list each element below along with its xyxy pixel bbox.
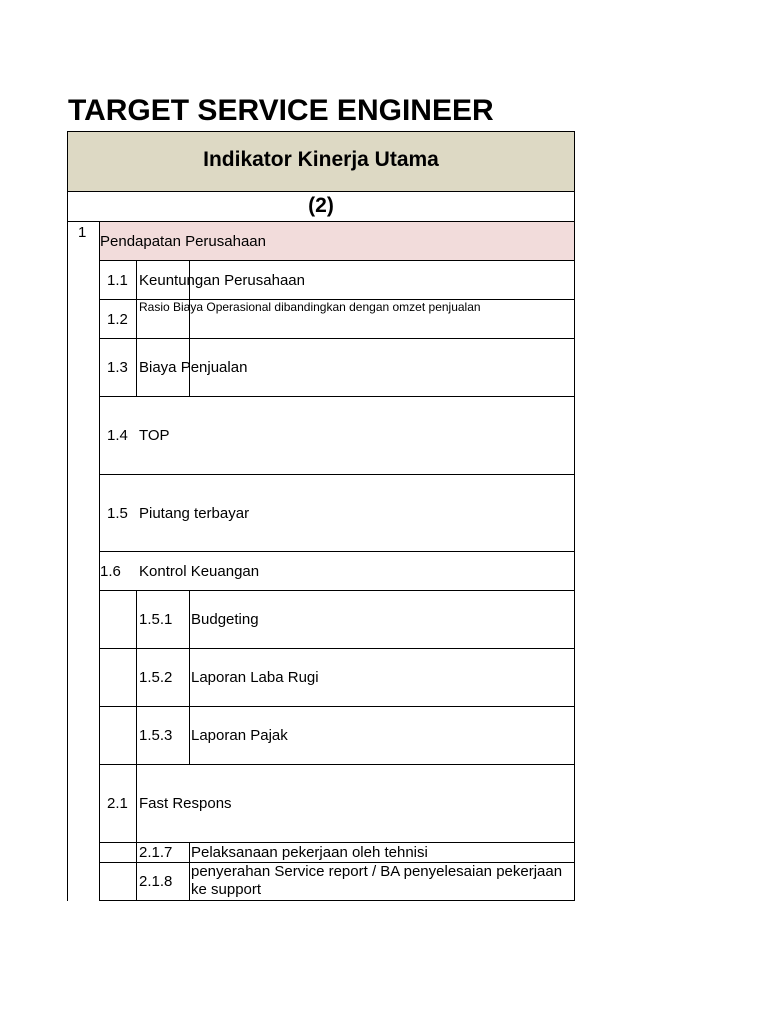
table-subheader-text: (2): [308, 194, 334, 217]
row-number: 1.5.2: [139, 669, 173, 686]
row-number: 1.1: [107, 272, 128, 289]
row-label[interactable]: Pelaksanaan pekerjaan oleh tehnisi: [191, 844, 428, 861]
row-label[interactable]: Piutang terbayar: [139, 505, 250, 522]
grid-line: [136, 261, 137, 397]
grid-line: [574, 222, 575, 901]
row-number: 1.3: [107, 359, 128, 376]
row-number: 1.6: [100, 563, 121, 580]
grid-line: [99, 474, 575, 475]
grid-line: [99, 590, 575, 591]
section-number: 1: [78, 224, 87, 241]
row-label[interactable]: Rasio Biaya Operasional dibandingkan dengan omzet penjualan: [139, 300, 481, 314]
row-number: 2.1.8: [139, 873, 173, 890]
grid-line: [189, 843, 190, 901]
grid-line: [99, 842, 575, 843]
grid-line: [99, 222, 100, 901]
row-number: 1.5.3: [139, 727, 173, 744]
section-label: Pendapatan Perusahaan: [100, 233, 266, 250]
row-number: 1.5: [107, 505, 128, 522]
row-number: 1.4: [107, 427, 128, 444]
row-label-continued: ke support: [191, 881, 262, 898]
page-title: TARGET SERVICE ENGINEER: [68, 94, 494, 127]
row-number: 2.1.7: [139, 844, 173, 861]
grid-line: [99, 338, 575, 339]
row-label[interactable]: Budgeting: [191, 611, 259, 628]
row-label[interactable]: penyerahan Service report / BA penyelesaian pekerjaan: [191, 863, 563, 880]
row-number: 1.2: [107, 311, 128, 328]
row-label[interactable]: Kontrol Keuangan: [139, 563, 260, 580]
row-label[interactable]: Fast Respons: [139, 795, 232, 812]
row-label[interactable]: Laporan Laba Rugi: [191, 669, 319, 686]
table-header-text: Indikator Kinerja Utama: [203, 148, 439, 171]
grid-line: [99, 706, 575, 707]
grid-line: [99, 396, 575, 397]
grid-line: [99, 551, 575, 552]
grid-line: [67, 222, 68, 901]
grid-line: [99, 648, 575, 649]
row-label[interactable]: Laporan Pajak: [191, 727, 288, 744]
grid-line: [189, 590, 190, 765]
row-label[interactable]: Biaya Penjualan: [139, 359, 248, 376]
grid-line: [99, 764, 575, 765]
row-label[interactable]: TOP: [139, 427, 170, 444]
grid-line: [99, 900, 575, 901]
grid-line: [136, 590, 137, 901]
row-number: 2.1: [107, 795, 128, 812]
row-number: 1.5.1: [139, 611, 173, 628]
row-label[interactable]: Keuntungan Perusahaan: [139, 272, 305, 289]
